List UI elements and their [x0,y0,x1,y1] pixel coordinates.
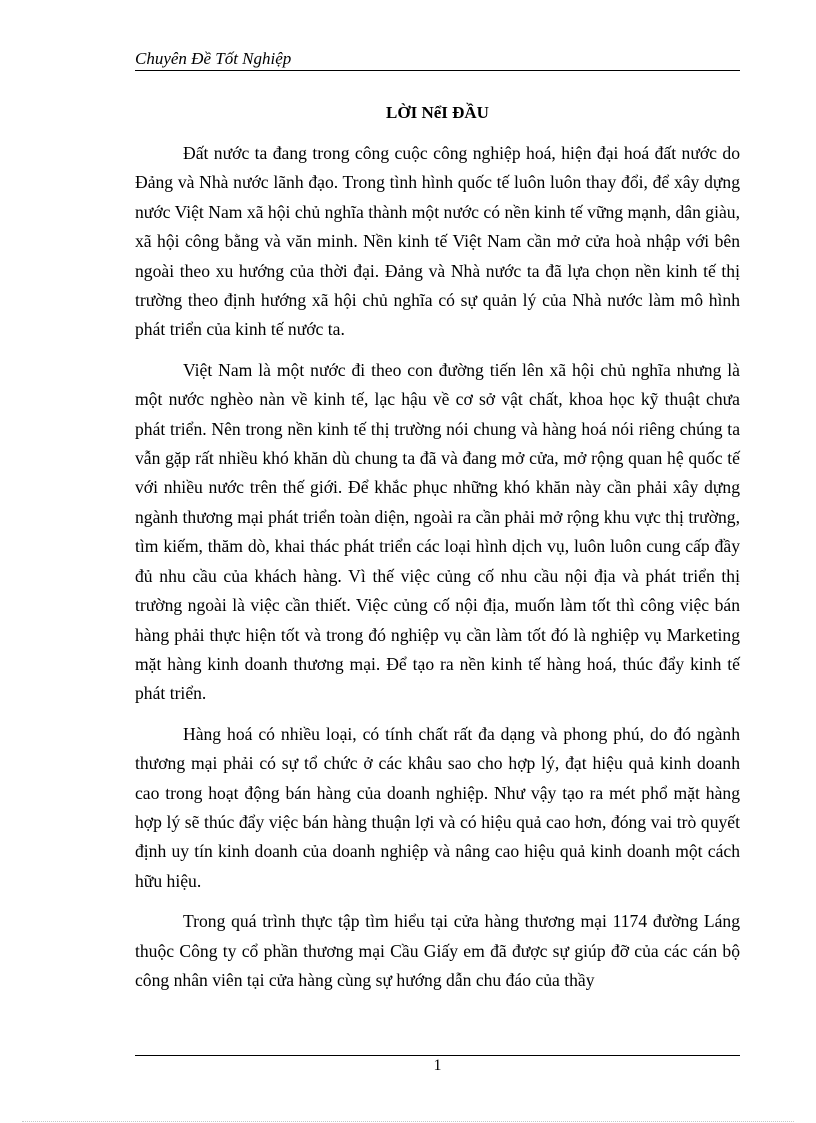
page-number: 1 [433,1057,442,1074]
page-edge-divider [22,1121,794,1122]
paragraph-1: Đất nước ta đang trong công cuộc công nghiệp hoá, hiện đại hoá đất nước do Đảng và Nhà nước lãnh đạo. Trong tình hình quốc tế luôn luôn thay đổi, để xây dựng nước Việt Nam xã hội chủ nghĩa thành một nước có nền kinh tế vững mạnh, dân giàu, xã hội công bằng và văn minh. Nền kinh tế Việt Nam cần mở cửa hoà nhập với bên ngoài theo xu hướng của thời đại. Đảng và Nhà nước ta đã lựa chọn nền kinh tế thị trường theo định hướng xã hội chủ nghĩa có sự quản lý của Nhà nước làm mô hình phát triển của kinh tế nước ta. [135,143,740,340]
header-title: Chuyên Đề Tốt Nghiệp [135,49,292,68]
document-body [135,139,740,1006]
document-title: LỜI NểI ĐẦU [386,103,489,122]
paragraph-3: Hàng hoá có nhiều loại, có tính chất rất đa dạng và phong phú, do đó ngành thương mại phải có sự tổ chức ở các khâu sao cho hợp lý, đạt hiệu quả kinh doanh cao trong hoạt động bán hàng của doanh nghiệp. Như vậy tạo ra mét phổ mặt hàng hợp lý sẽ thúc đẩy việc bán hàng thuận lợi và có hiệu quả cao hơn, đóng vai trò quyết định uy tín kinh doanh của doanh nghiệp và nâng cao hiệu quả kinh doanh một cách hữu hiệu. [135,723,740,891]
header-rule [135,70,740,71]
footer-rule [135,1055,740,1056]
paragraph-4: Trong quá trình thực tập tìm hiểu tại cửa hàng thương mại 1174 đường Láng thuộc Công ty cổ phần thương mại Cầu Giấy em đã được sự giúp đỡ của các cán bộ công nhân viên tại cửa hàng cùng sự hướng dẫn chu đáo của thầy [135,911,740,990]
paragraph-2: Việt Nam là một nước đi theo con đường tiến lên xã hội chủ nghĩa nhưng là một nước nghèo nàn về kinh tế, lạc hậu về cơ sở vật chất, khoa học kỹ thuật chưa phát triển. Nên trong nền kinh tế thị trường nói chung và hàng hoá nói riêng chúng ta vẫn gặp rất nhiều khó khăn dù chung ta đã và đang mở cửa, mở rộng quan hệ quốc tế với nhiều nước trên thế giới. Để khắc phục những khó khăn này cần phải xây dựng ngành thương mại phát triển toàn diện, ngoài ra cần phải mở rộng khu vực thị trường, tìm kiếm, thăm dò, khai thác phát triển các loại hình dịch vụ, luôn luôn cung cấp đầy đủ nhu cầu của khách hàng. Vì thế việc củng cố nhu cầu nội địa và phát triển thị trường ngoài là việc cần thiết. Việc củng cố nội địa, muốn làm tốt thì công việc bán hàng phải thực hiện tốt và trong đó nghiệp vụ cần làm tốt đó là nghiệp vụ Marketing mặt hàng kinh doanh thương mại. Để tạo ra nền kinh tế hàng hoá, thúc đẩy kinh tế phát triển. [135,359,740,704]
